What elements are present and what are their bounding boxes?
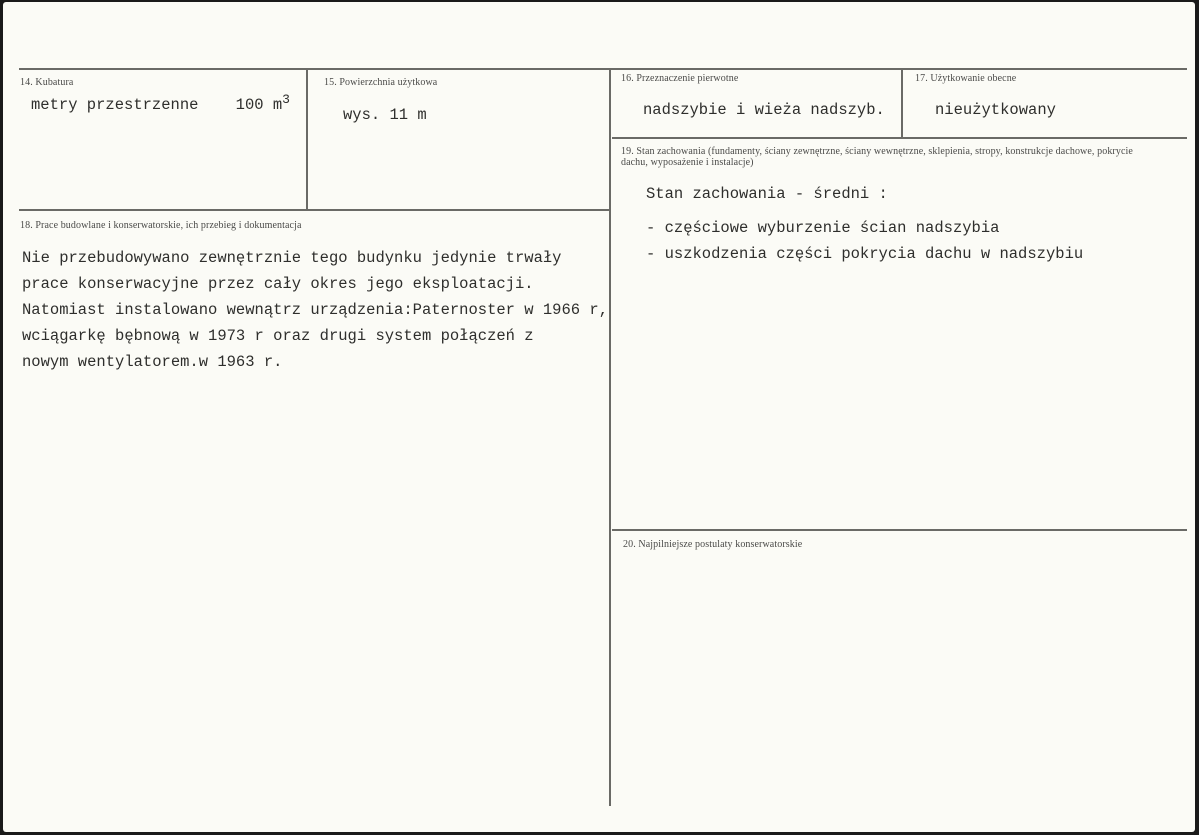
rule-below-field-16-17 xyxy=(612,137,1187,139)
field-19-label: 19. Stan zachowania (fundamenty, ściany zewnętrzne, ściany wewnętrzne, sklepienia, stropy, konstrukcje dachowe, pokrycie dachu, wyposażenie i instalacje) xyxy=(621,146,1133,168)
field-16-value: nadszybie i wieża nadszyb. xyxy=(643,101,885,119)
field-19-item: - uszkodzenia części pokrycia dachu w nadszybiu xyxy=(646,245,1084,263)
field-19-item: - częściowe wyburzenie ścian nadszybia xyxy=(646,219,1000,237)
field-18-label: 18. Prace budowlane i konserwatorskie, ich przebieg i dokumentacja xyxy=(20,220,302,231)
field-18-text xyxy=(22,245,608,375)
rule-above-field-20 xyxy=(612,529,1187,531)
field-17-label: 17. Użytkowanie obecne xyxy=(915,73,1017,84)
field-18-line: wciągarkę bębnową w 1973 r oraz drugi system połączeń z xyxy=(22,327,534,345)
field-18-line: nowym wentylatorem.w 1963 r. xyxy=(22,353,283,371)
field-18-line: prace konserwacyjne przez cały okres jego eksploatacji. xyxy=(22,275,534,293)
rule-below-field-14-15 xyxy=(19,209,609,211)
main-column-divider xyxy=(609,68,611,806)
field-16-label: 16. Przeznaczenie pierwotne xyxy=(621,73,739,84)
field-14-amount: 100 m xyxy=(235,96,283,114)
record-card-sheet xyxy=(3,2,1195,832)
field-19-heading: Stan zachowania - średni : xyxy=(646,185,888,203)
field-15-label: 15. Powierzchnia użytkowa xyxy=(324,77,438,88)
top-rule xyxy=(19,68,1187,70)
field-17-value: nieużytkowany xyxy=(935,101,1056,119)
field-18-line: Nie przebudowywano zewnętrznie tego budynku jedynie trwały xyxy=(22,249,562,267)
field-19-items xyxy=(646,215,1083,267)
divider-16-17 xyxy=(901,68,903,138)
field-14-value xyxy=(31,92,290,114)
field-14-unit-text: metry przestrzenne xyxy=(31,96,199,114)
field-20-label: 20. Najpilniejsze postulaty konserwatorskie xyxy=(623,539,803,550)
divider-14-15 xyxy=(306,68,308,210)
field-15-value: wys. 11 m xyxy=(343,106,427,124)
field-14-label: 14. Kubatura xyxy=(20,77,74,88)
field-18-line: Natomiast instalowano wewnątrz urządzenia:Paternoster w 1966 r, xyxy=(22,301,608,319)
field-14-superscript: 3 xyxy=(282,92,290,107)
